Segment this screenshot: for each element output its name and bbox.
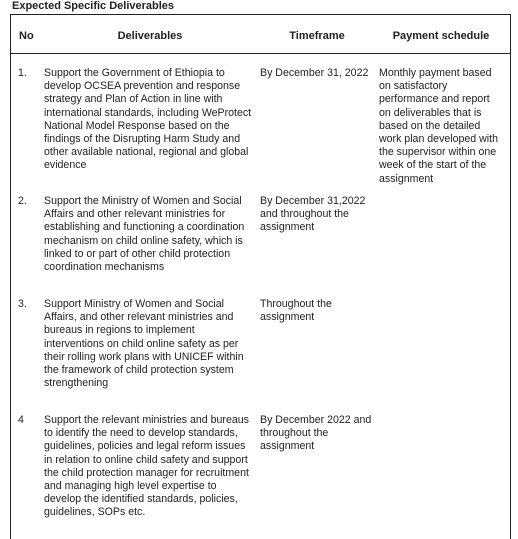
row-4-deliverable: Support the relevant ministries and bureaus to identify the need to develop standards, guidelines, policies and legal reform issues in relation to online child safety and support the child protection manager for recruitment and managing high level expertise to develop the identified standards, policies, guidelines, SOPs etc. — [44, 414, 249, 519]
row-1-number: 1. — [18, 67, 27, 79]
header-no: No — [19, 30, 34, 42]
row-2-number: 2. — [18, 195, 27, 207]
row-4-number: 4 — [18, 414, 24, 426]
table-right-border — [510, 14, 511, 539]
table-top-border — [10, 14, 511, 15]
row-3-number: 3. — [18, 298, 27, 310]
row-1-deliverable: Support the Government of Ethiopia to develop OCSEA prevention and response strategy and Plan of Action in line with international standards, including WeProtect National Model Response based on the findings of the Disrupting Harm Study and other available national, regional and global evidence — [44, 67, 252, 172]
row-2-deliverable: Support the Ministry of Women and Social Affairs and other relevant ministries for establishing and functioning a coordination mechanism on child online safety, which is linked to or part of other child protection coordination mechanisms — [44, 195, 245, 274]
row-4-timeframe: By December 2022 and throughout the assignment — [260, 414, 372, 453]
header-payment-schedule: Payment schedule — [392, 30, 490, 42]
row-1-payment-schedule: Monthly payment based on satisfactory performance and report on deliverables that is based on the detailed work plan developed with the supervisor within one week of the start of the assignment — [379, 67, 498, 185]
row-2-timeframe: By December 31,2022 and throughout the assignment — [260, 195, 366, 234]
row-3-deliverable: Support Ministry of Women and Social Affairs, and other relevant ministries and bureaus in regions to implement interventions on child online safety as per their rolling work plans with UNICEF within the framework of child protection system strengthening — [44, 298, 244, 390]
header-timeframe: Timeframe — [289, 30, 345, 42]
table-left-border — [10, 14, 11, 539]
row-3-timeframe: Throughout the assignment — [260, 298, 332, 324]
header-divider — [10, 53, 511, 54]
section-title: Expected Specific Deliverables — [12, 0, 175, 12]
header-deliverables: Deliverables — [117, 30, 183, 42]
row-1-timeframe: By December 31, 2022 — [260, 67, 369, 79]
